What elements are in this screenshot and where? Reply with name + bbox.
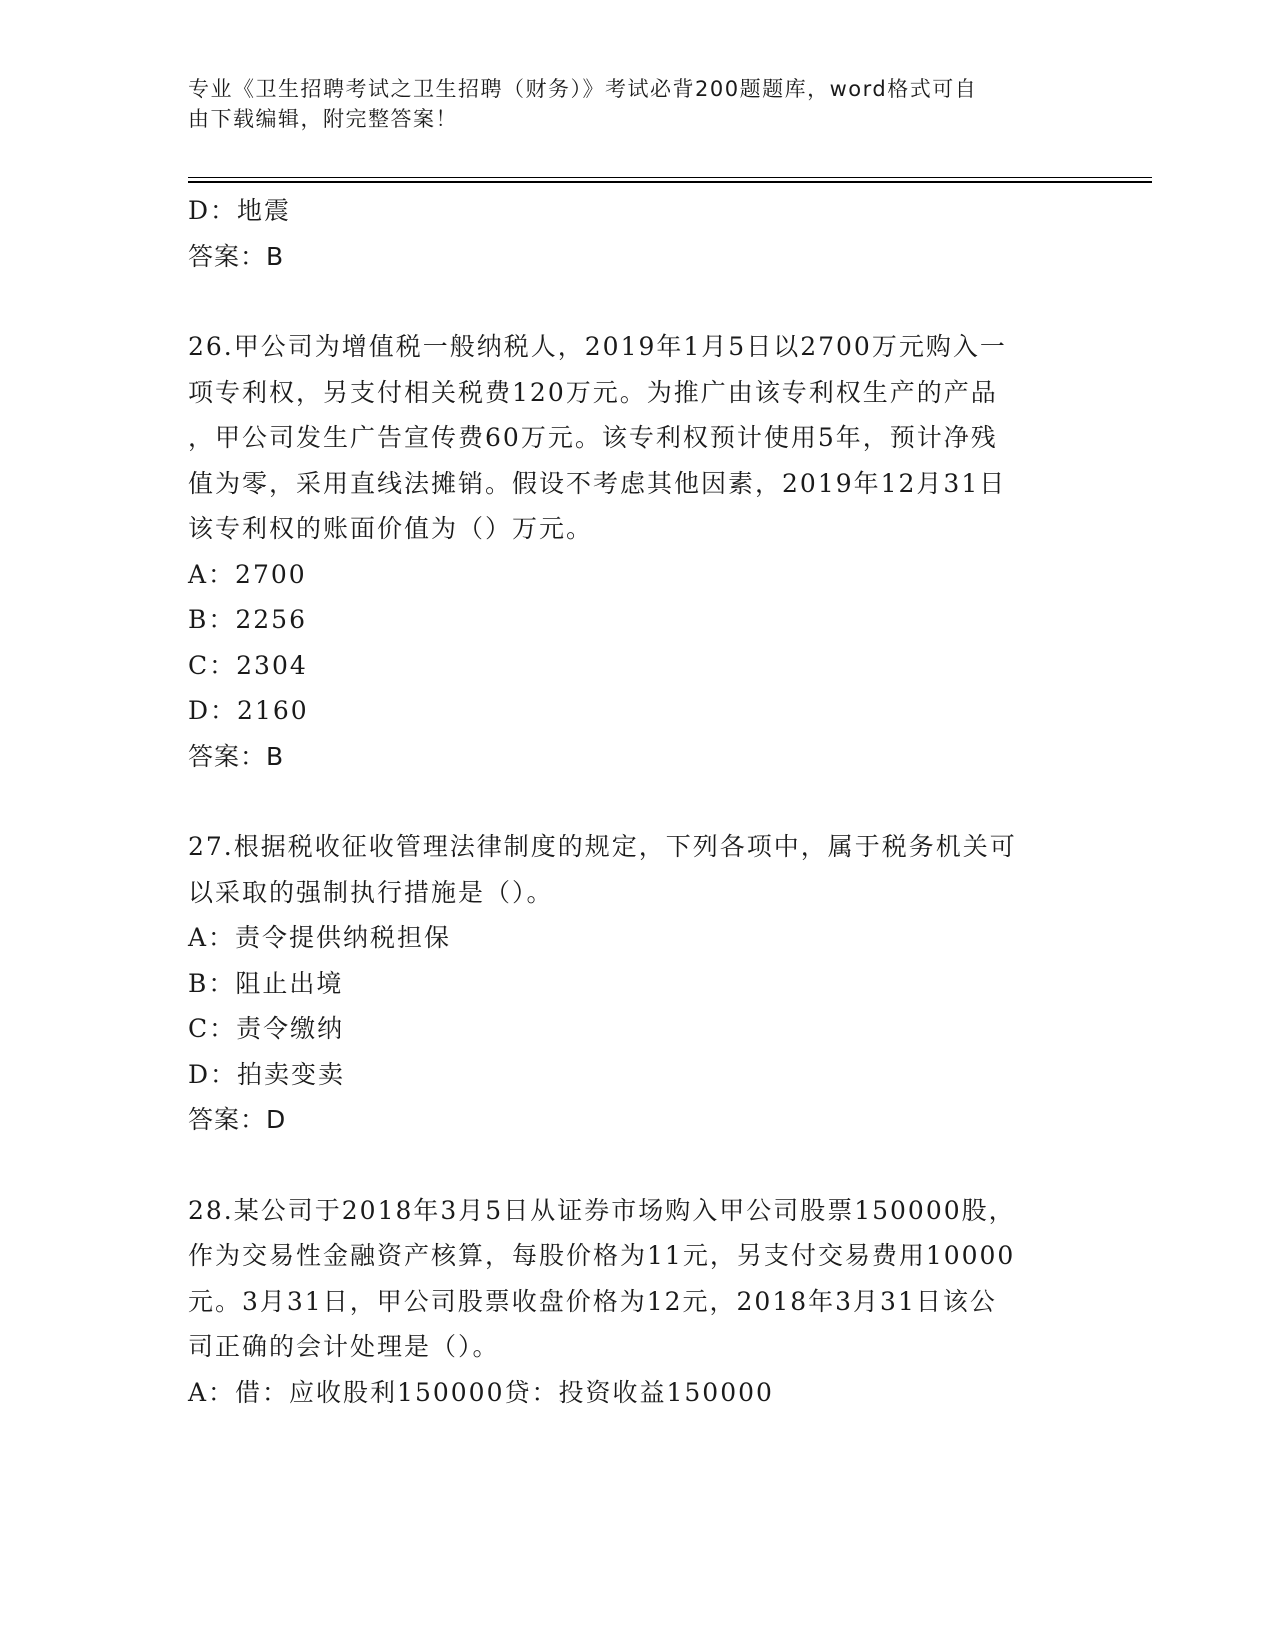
question-text-line: 值为零，采用直线法摊销。假设不考虑其他因素，2019年12月31日 (188, 468, 1007, 498)
option-c: C：2304 (188, 650, 308, 680)
answer-line: 答案：D (188, 1105, 287, 1134)
question-content (188, 188, 1088, 1415)
option-d: D：2160 (188, 696, 309, 725)
spacer (188, 279, 1088, 324)
option-d: D：拍卖变卖 (188, 1059, 346, 1089)
question-text-line: 元。3月31日，甲公司股票收盘价格为12元，2018年3月31日该公 (188, 1286, 997, 1316)
question-text-line: 27.根据税收征收管理法律制度的规定，下列各项中，属于税务机关可 (188, 832, 1017, 861)
option-d: D：地震 (188, 196, 292, 225)
answer-line: 答案：B (188, 241, 285, 271)
question-text-line: 该专利权的账面价值为（）万元。 (188, 514, 594, 543)
question-26 (188, 324, 1088, 779)
question-text-line: 司正确的会计处理是（）。 (188, 1332, 500, 1361)
answer-line: 答案：B (188, 741, 285, 771)
option-c: C：责令缴纳 (188, 1014, 345, 1043)
question-text-line: 26.甲公司为增值税一般纳税人，2019年1月5日以2700万元购入一 (188, 332, 1007, 361)
question-28 (188, 1188, 1088, 1416)
option-a: A：借：应收股利150000贷：投资收益150000 (188, 1377, 774, 1407)
question-25-tail (188, 188, 1088, 279)
option-b: B：2256 (188, 605, 307, 634)
option-a: A：2700 (188, 559, 307, 589)
option-b: B：阻止出境 (188, 968, 344, 998)
spacer (188, 779, 1088, 824)
header-rule-thick (188, 181, 1152, 183)
question-text-line: 以采取的强制执行措施是（）。 (188, 877, 554, 907)
header-line-2: 由下载编辑，附完整答案！ (188, 107, 458, 131)
header-line-1: 专业《卫生招聘考试之卫生招聘（财务）》考试必背200题题库，word格式可自 (188, 77, 978, 101)
question-text-line: 28.某公司于2018年3月5日从证券市场购入甲公司股票150000股， (188, 1195, 1016, 1225)
spacer (188, 1143, 1088, 1188)
question-text-line: 项专利权，另支付相关税费120万元。为推广由该专利权生产的产品 (188, 377, 998, 407)
document-header (188, 74, 1068, 134)
question-27 (188, 824, 1088, 1143)
question-text-line: ，甲公司发生广告宣传费60万元。该专利权预计使用5年，预计净残 (188, 423, 998, 452)
header-rule-thin (188, 177, 1152, 178)
question-text-line: 作为交易性金融资产核算，每股价格为11元，另支付交易费用10000 (188, 1241, 1016, 1270)
option-a: A：责令提供纳税担保 (188, 923, 452, 952)
